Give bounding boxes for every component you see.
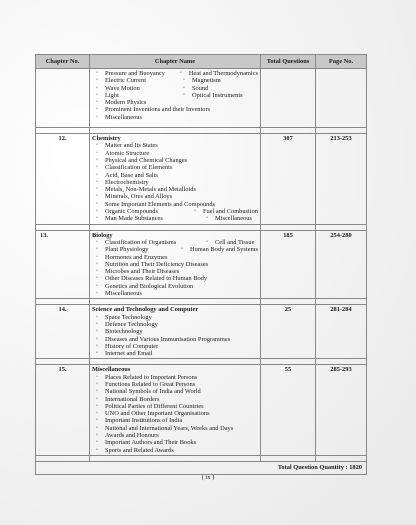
- topic-item: ◦ Miscellaneous: [92, 114, 258, 121]
- topic-item: ◦ Physical and Chemical Changes: [92, 157, 258, 164]
- topic-item: ◦ Heat and Thermodynamics: [176, 70, 258, 77]
- chapter-content: [90, 230, 261, 299]
- topic-item: ◦ Prominent Inventions and their Inventors: [92, 106, 258, 113]
- question-count: 307: [261, 134, 316, 225]
- chapter-title: Chemistry: [92, 135, 121, 143]
- topic-item: ◦ Defence Technology: [92, 321, 258, 328]
- topic-item: ◦ Metals, Non-Metals and Metalloids: [92, 186, 258, 193]
- topic-pair: [92, 239, 258, 246]
- topic-item: ◦ Classification of Elements: [92, 164, 258, 171]
- header-chapter-no: Chapter No.: [36, 55, 90, 69]
- topic-item: ◦ Nutrition and Their Deficiency Diseases: [92, 261, 258, 268]
- topic-item: ◦ Light: [92, 92, 179, 99]
- topic-item: ◦ Man Made Substances: [92, 215, 202, 222]
- topic-item: ◦ Important Institutions of India: [92, 417, 258, 424]
- topic-item: ◦ Wave Motion: [92, 85, 179, 92]
- chapter-row: [36, 134, 367, 225]
- topic-item: ◦ Some Important Elements and Compounds: [92, 201, 258, 208]
- total-row: [36, 461, 367, 474]
- topic-item: ◦ Awards and Honours: [92, 432, 258, 439]
- topic-item: ◦ Important Authors and Their Books: [92, 439, 258, 446]
- topic-item: ◦ Acid, Base and Salts: [92, 172, 258, 179]
- chapter-title: Science and Technology and Computer: [92, 306, 199, 314]
- chapter-content: [90, 305, 261, 359]
- topic-pair: [92, 77, 258, 84]
- topic-item: ◦ Political Parties of Different Countries: [92, 403, 258, 410]
- chapter-content: [90, 134, 261, 225]
- continued-topics: [90, 69, 261, 128]
- topic-item: ◦ Minerals, Ores and Alloys: [92, 193, 258, 200]
- topic-item: ◦ Classification of Organisms: [92, 239, 202, 246]
- topic-item: ◦ History of Computer: [92, 343, 258, 350]
- topic-item: ◦ Hormones and Enzymes: [92, 254, 258, 261]
- chapter-row: [36, 365, 367, 456]
- topic-pair: [92, 92, 258, 99]
- topic-item: ◦ Cell and Tissue: [202, 239, 254, 246]
- contents-table: [35, 54, 367, 475]
- topic-item: ◦ Human Body and Systems: [177, 246, 258, 253]
- chapter-row: [36, 305, 367, 359]
- chapter-content: [90, 365, 261, 456]
- topic-item: ◦ Pressure and Buoyancy: [92, 70, 176, 77]
- topic-item: ◦ Optical Instruments: [179, 92, 243, 99]
- question-count: 185: [261, 230, 316, 299]
- header-chapter-name: Chapter Name: [90, 55, 261, 69]
- chapter-number: 14.: [36, 305, 90, 359]
- topic-item: ◦ UNO and Other Important Organisations: [92, 410, 258, 417]
- page-range: 281-284: [316, 305, 367, 359]
- chapter-number: 13.: [36, 230, 90, 299]
- topic-item: ◦ Diseases and Various Immunisation Programmes: [92, 336, 258, 343]
- topic-item: ◦ Internet and Email: [92, 350, 258, 357]
- topic-item: ◦ International Borders: [92, 396, 258, 403]
- topic-pair: [92, 85, 258, 92]
- topic-item: ◦ Atomic Structure: [92, 150, 258, 157]
- header-page-no: Page No.: [316, 55, 367, 69]
- chapter-row: [36, 230, 367, 299]
- topic-item: ◦ Genetics and Biological Evolution: [92, 283, 258, 290]
- topic-item: ◦ Places Related to Important Persons: [92, 374, 258, 381]
- topic-item: ◦ Miscellaneous: [202, 215, 252, 222]
- topic-item: ◦ Biotechnology: [92, 328, 258, 335]
- header-total-questions: Total Questions: [261, 55, 316, 69]
- page-number: ( ix ): [201, 474, 215, 481]
- topic-item: ◦ Electric Current: [92, 77, 179, 84]
- chapter-title: Biology: [92, 231, 113, 239]
- chapter-title: Miscellaneous: [92, 366, 131, 374]
- topic-item: ◦ Functions Related to Great Persons: [92, 381, 258, 388]
- topic-pair: [92, 215, 258, 222]
- topic-item: ◦ National and International Years, Weeks and Days: [92, 425, 258, 432]
- topic-item: ◦ Fuel and Combustion: [190, 208, 258, 215]
- header-row: [36, 55, 367, 69]
- question-count: 55: [261, 365, 316, 456]
- topic-item: ◦ Sports and Related Awards: [92, 447, 258, 454]
- page-range: 213-253: [316, 134, 367, 225]
- topic-item: ◦ Matter and Its States: [92, 142, 258, 149]
- topic-item: ◦ Other Diseases Related to Human Body: [92, 275, 258, 282]
- topic-pair: [92, 246, 258, 253]
- topic-item: ◦ Sound: [179, 85, 208, 92]
- topic-item: ◦ Microbes and Their Diseases: [92, 268, 258, 275]
- page-range: 254-280: [316, 230, 367, 299]
- total-question-quantity: Total Question Quantity : 1820: [36, 461, 367, 474]
- topic-item: ◦ Space Technology: [92, 314, 258, 321]
- chapter-number: 12.: [36, 134, 90, 225]
- topic-item: ◦ Modern Physics: [92, 99, 258, 106]
- topic-item: ◦ National Symbols of India and World: [92, 388, 258, 395]
- topic-pair: [92, 70, 258, 77]
- topic-item: ◦ Organic Compounds: [92, 208, 190, 215]
- topic-pair: [92, 208, 258, 215]
- continued-row: [36, 69, 367, 128]
- topic-item: ◦ Miscellaneous: [92, 290, 258, 297]
- chapter-number: 15.: [36, 365, 90, 456]
- topic-item: ◦ Plant Physiology: [92, 246, 177, 253]
- topic-item: ◦ Electrochemistry: [92, 179, 258, 186]
- page-range: 285-293: [316, 365, 367, 456]
- topic-item: ◦ Magnetism: [179, 77, 221, 84]
- question-count: 25: [261, 305, 316, 359]
